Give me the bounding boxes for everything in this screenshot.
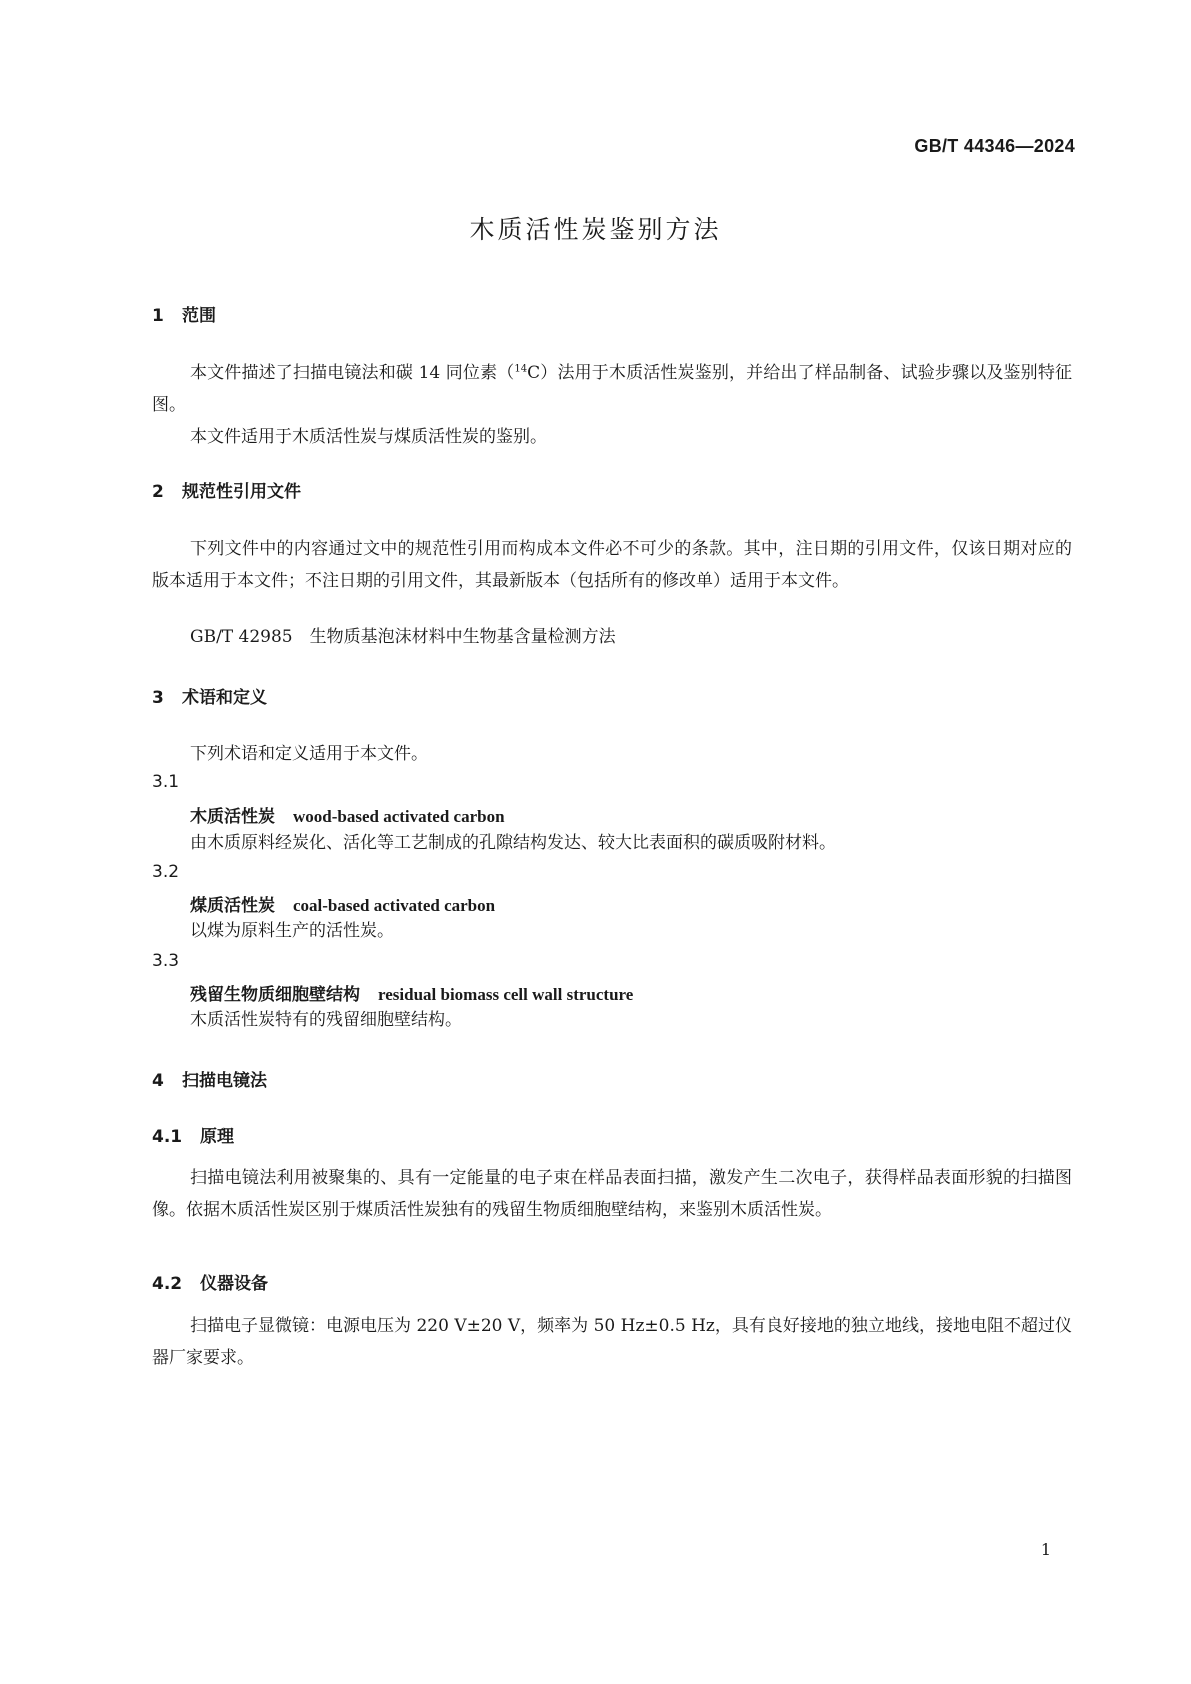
term-zh: 木质活性炭 bbox=[190, 807, 275, 827]
section-4-heading bbox=[152, 1066, 267, 1091]
section-1-paragraph-1 bbox=[152, 357, 1072, 421]
term-entry bbox=[190, 891, 495, 916]
scope-text-end: C）法用于木质活性炭鉴别，并给出了样品制备、试验步骤以及鉴别特征图。 bbox=[152, 363, 1072, 415]
section-4-2-heading bbox=[152, 1269, 268, 1294]
term-number: 3.1 bbox=[152, 772, 180, 792]
term-en: wood-based activated carbon bbox=[293, 807, 505, 826]
scope-text-start: 本文件描述了扫描电镜法和碳 14 同位素（ bbox=[190, 363, 515, 383]
section-4-1-paragraph: 扫描电镜法利用被聚集的、具有一定能量的电子束在样品表面扫描，激发产生二次电子，获得样品表面形貌的扫描图像。依据木质活性炭区别于煤质活性炭独有的残留生物质细胞壁结构，来鉴别木质活性炭。 bbox=[152, 1168, 1072, 1220]
standard-code: GB/T 44346—2024 bbox=[914, 136, 1075, 156]
term-definition: 以煤为原料生产的活性炭。 bbox=[190, 921, 394, 941]
term-entry bbox=[190, 980, 633, 1005]
term-definition: 由木质原料经炭化、活化等工艺制成的孔隙结构发达、较大比表面积的碳质吸附材料。 bbox=[190, 833, 836, 853]
section-3-intro: 下列术语和定义适用于本文件。 bbox=[190, 744, 428, 764]
section-number: 3 bbox=[152, 688, 164, 708]
section-2-paragraph-1: 下列文件中的内容通过文中的规范性引用而构成本文件必不可少的条款。其中，注日期的引用文件，仅该日期对应的版本适用于本文件；不注日期的引用文件，其最新版本（包括所有的修改单）适用于本文件。 bbox=[152, 539, 1072, 591]
section-title: 规范性引用文件 bbox=[182, 482, 301, 502]
section-title: 原理 bbox=[200, 1127, 234, 1147]
term-en: residual biomass cell wall structure bbox=[378, 985, 634, 1004]
section-4-1-heading bbox=[152, 1122, 234, 1147]
page-number: 1 bbox=[1040, 1540, 1051, 1559]
section-4-2-paragraph: 扫描电子显微镜：电源电压为 220 V±20 V，频率为 50 Hz±0.5 Hz，具有良好接地的独立地线，接地电阻不超过仪器厂家要求。 bbox=[152, 1316, 1072, 1368]
section-1-paragraph-2: 本文件适用于木质活性炭与煤质活性炭的鉴别。 bbox=[190, 427, 547, 447]
section-number: 4 bbox=[152, 1071, 164, 1091]
term-en: coal-based activated carbon bbox=[293, 896, 496, 915]
term-definition: 木质活性炭特有的残留细胞壁结构。 bbox=[190, 1010, 462, 1030]
section-number: 4.1 bbox=[152, 1127, 183, 1147]
section-number: 4.2 bbox=[152, 1274, 183, 1294]
term-entry bbox=[190, 802, 505, 827]
section-title: 术语和定义 bbox=[182, 688, 267, 708]
term-number: 3.2 bbox=[152, 862, 180, 882]
term-zh: 残留生物质细胞壁结构 bbox=[190, 985, 360, 1005]
section-number: 1 bbox=[152, 306, 164, 326]
section-1-heading bbox=[152, 301, 216, 326]
term-number: 3.3 bbox=[152, 951, 180, 971]
section-3-heading bbox=[152, 683, 267, 708]
document-title: 木质活性炭鉴别方法 bbox=[469, 215, 722, 244]
section-title: 扫描电镜法 bbox=[182, 1071, 267, 1091]
section-title: 仪器设备 bbox=[200, 1274, 268, 1294]
section-title: 范围 bbox=[182, 306, 216, 326]
isotope-superscript: 14 bbox=[514, 363, 528, 375]
term-zh: 煤质活性炭 bbox=[190, 896, 275, 916]
normative-reference: GB/T 42985 生物质基泡沫材料中生物基含量检测方法 bbox=[190, 627, 616, 647]
section-number: 2 bbox=[152, 482, 164, 502]
section-2-heading bbox=[152, 477, 301, 502]
